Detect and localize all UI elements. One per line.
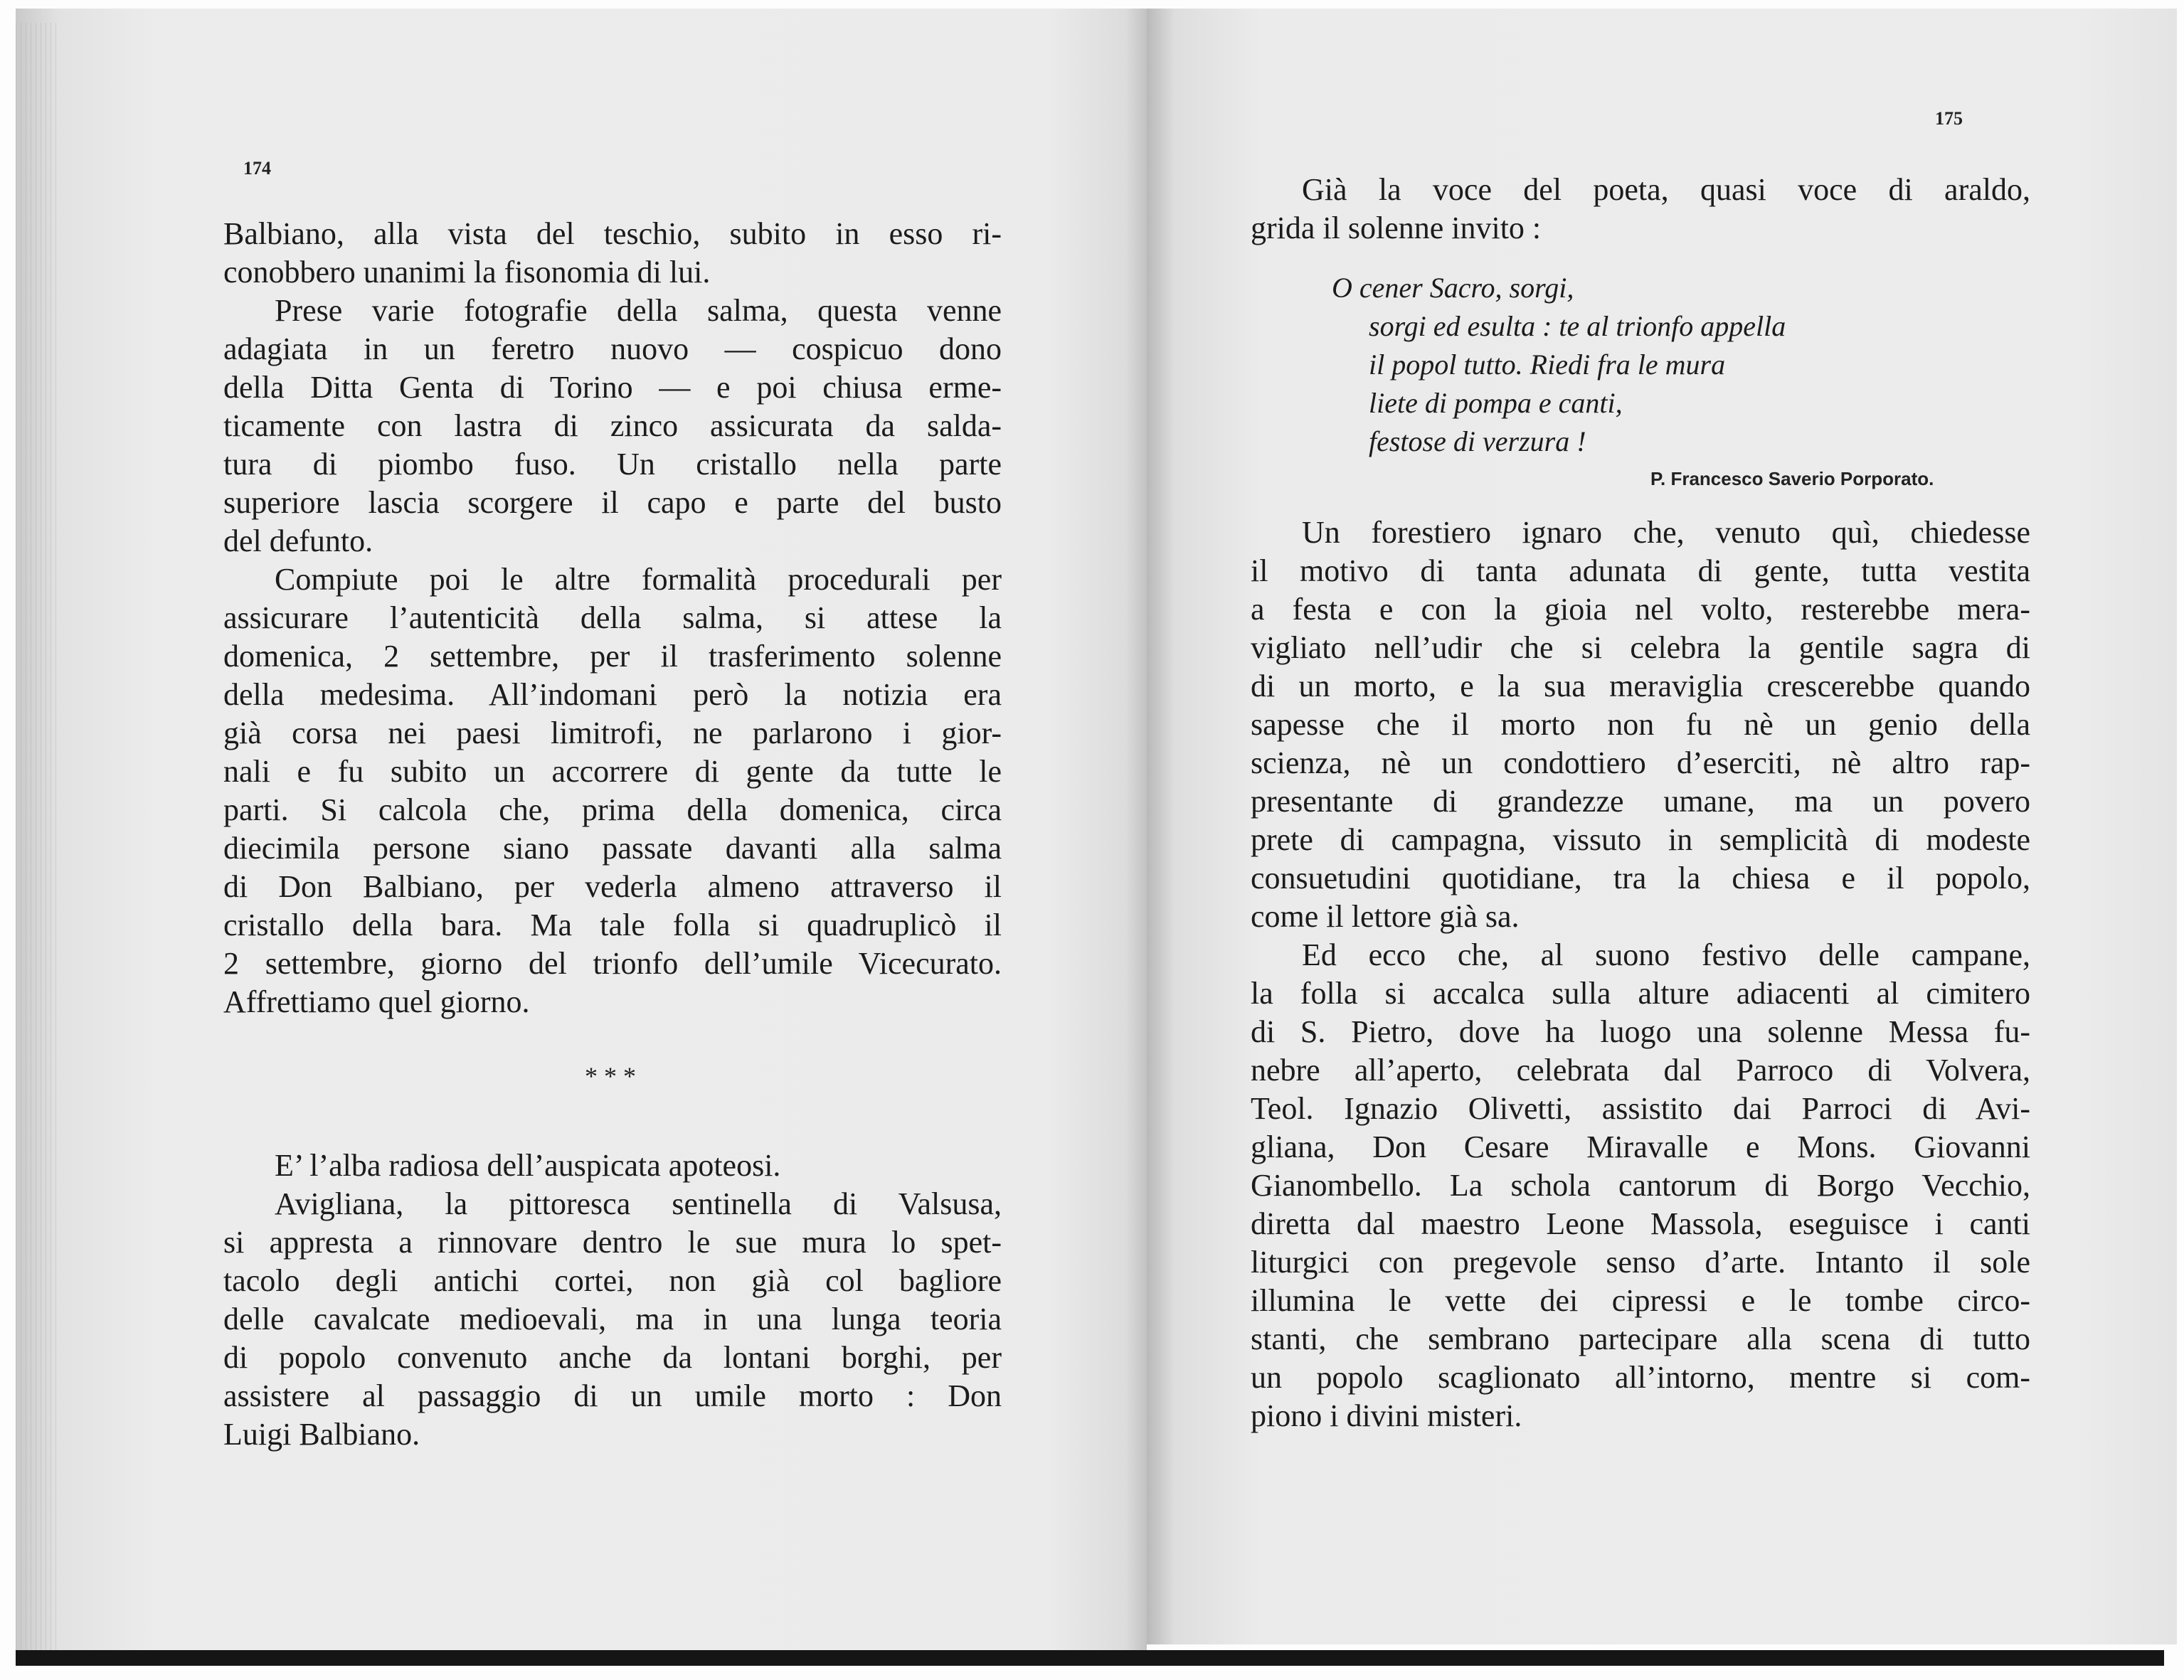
- text-line: la folla si accalca sulla alture adiacenti al cimitero: [1251, 976, 2030, 1011]
- right-page: [1147, 9, 2177, 1644]
- left-page: [16, 9, 1147, 1666]
- verse-line: festose di verzura !: [1369, 425, 1586, 457]
- quote-attribution: P. Francesco Saverio Porporato.: [1650, 468, 1934, 489]
- text-line: di Don Balbiano, per vederla almeno attraverso il: [223, 869, 1002, 904]
- text-line: assistere al passaggio di un umile morto : Don: [223, 1378, 1002, 1413]
- text-line: Avigliana, la pittoresca sentinella di Valsusa,: [275, 1186, 1002, 1221]
- text-line: nali e fu subito un accorrere di gente da tutte le: [223, 754, 1002, 789]
- text-line: superiore lascia scorgere il capo e parte del busto: [223, 485, 1002, 520]
- text-line: il motivo di tanta adunata di gente, tutta vestita: [1251, 553, 2030, 588]
- left-paragraph-1: [223, 215, 1002, 292]
- text-line: cristallo della bara. Ma tale folla si quadruplicò il: [223, 908, 1002, 942]
- text-line: vigliato nell’udir che si celebra la gentile sagra di: [1251, 630, 2030, 665]
- section-separator: * * *: [585, 1062, 636, 1090]
- text-line: ticamente con lastra di zinco assicurata da salda-: [223, 408, 1002, 443]
- text-line: Già la voce del poeta, quasi voce di araldo,: [1302, 172, 2030, 207]
- page-edges: [16, 23, 58, 1652]
- page-number-right: 175: [1935, 108, 1963, 129]
- text-line: a festa e con la gioia nel volto, resterebbe mera-: [1251, 592, 2030, 627]
- right-intro: [1251, 171, 2030, 248]
- text-line: Teol. Ignazio Olivetti, assistito dai Parroci di Avi-: [1251, 1091, 2030, 1126]
- text-line: illumina le vette dei cipressi e le tombe circo-: [1251, 1283, 2030, 1318]
- text-line: parti. Si calcola che, prima della domenica, circa: [223, 792, 1002, 827]
- text-line: Balbiano, alla vista del teschio, subito in esso ri-: [223, 216, 1002, 251]
- verse-line: sorgi ed esulta : te al trionfo appella: [1369, 310, 1786, 342]
- text-line: domenica, 2 settembre, per il trasferimento solenne: [223, 639, 1002, 674]
- text-line: consuetudini quotidiane, tra la chiesa e il popolo,: [1251, 861, 2030, 895]
- verse-line: liete di pompa e canti,: [1369, 387, 1623, 419]
- left-paragraph-3: [223, 560, 1002, 1021]
- text-line: E’ l’alba radiosa dell’auspicata apoteosi.: [275, 1148, 781, 1183]
- verse-line: il popol tutto. Riedi fra le mura: [1369, 349, 1726, 381]
- page-number-left: 174: [243, 158, 271, 179]
- right-paragraph-2: [1251, 936, 2030, 1435]
- verse-line: O cener Sacro, sorgi,: [1332, 272, 1574, 304]
- text-line: nebre all’aperto, celebrata dal Parroco di Volvera,: [1251, 1053, 2030, 1088]
- text-line: stanti, che sembrano partecipare alla scena di tutto: [1251, 1322, 2030, 1356]
- text-line: di un morto, e la sua meraviglia crescerebbe quando: [1251, 669, 2030, 703]
- text-line: Compiute poi le altre formalità procedurali per: [275, 562, 1002, 597]
- text-line: delle cavalcate medioevali, ma in una lunga teoria: [223, 1302, 1002, 1336]
- text-line: del defunto.: [223, 523, 373, 558]
- text-line: prete di campagna, vissuto in semplicità di modeste: [1251, 822, 2030, 857]
- text-line: piono i divini misteri.: [1251, 1398, 1522, 1433]
- text-line: di S. Pietro, dove ha luogo una solenne Messa fu-: [1251, 1014, 2030, 1049]
- text-line: 2 settembre, giorno del trionfo dell’umile Vicecurato.: [223, 946, 1002, 981]
- text-line: conobbero unanimi la fisonomia di lui.: [223, 255, 711, 289]
- text-line: sapesse che il morto non fu nè un genio della: [1251, 707, 2030, 742]
- poem-quote: [1332, 269, 1786, 461]
- text-line: Prese varie fotografie della salma, questa venne: [275, 293, 1002, 328]
- text-line: grida il solenne invito :: [1251, 211, 1542, 245]
- text-line: della medesima. All’indomani però la notizia era: [223, 677, 1002, 712]
- text-line: un popolo scaglionato all’intorno, mentre si com-: [1251, 1360, 2030, 1395]
- left-paragraph-4: [223, 1147, 1002, 1185]
- text-line: gliana, Don Cesare Miravalle e Mons. Giovanni: [1251, 1129, 2030, 1164]
- text-line: adagiata in un feretro nuovo — cospicuo dono: [223, 331, 1002, 366]
- text-line: tacolo degli antichi cortei, non già col bagliore: [223, 1263, 1002, 1298]
- text-line: assicurare l’autenticità della salma, si attese la: [223, 600, 1002, 635]
- left-paragraph-2: [223, 292, 1002, 560]
- book-bottom-shadow: [16, 1650, 2164, 1666]
- text-line: di popolo convenuto anche da lontani borghi, per: [223, 1340, 1002, 1375]
- right-paragraph-1: [1251, 514, 2030, 936]
- text-line: tura di piombo fuso. Un cristallo nella parte: [223, 447, 1002, 482]
- text-line: diecimila persone siano passate davanti alla salma: [223, 831, 1002, 866]
- text-line: presentante di grandezze umane, ma un povero: [1251, 784, 2030, 819]
- text-line: già corsa nei paesi limitrofi, ne parlarono i gior-: [223, 716, 1002, 750]
- text-line: Gianombello. La schola cantorum di Borgo Vecchio,: [1251, 1168, 2030, 1203]
- text-line: Luigi Balbiano.: [223, 1417, 420, 1452]
- left-paragraph-5: [223, 1185, 1002, 1454]
- text-line: liturgici con pregevole senso d’arte. Intanto il sole: [1251, 1245, 2030, 1280]
- text-line: Un forestiero ignaro che, venuto quì, chiedesse: [1302, 515, 2030, 550]
- text-line: si appresta a rinnovare dentro le sue mura lo spet-: [223, 1225, 1002, 1260]
- text-line: della Ditta Genta di Torino — e poi chiusa erme-: [223, 370, 1002, 405]
- text-line: Ed ecco che, al suono festivo delle campane,: [1302, 937, 2030, 972]
- text-line: come il lettore già sa.: [1251, 899, 1520, 934]
- text-line: scienza, nè un condottiero d’eserciti, nè altro rap-: [1251, 745, 2030, 780]
- text-line: diretta dal maestro Leone Massola, eseguisce i canti: [1251, 1206, 2030, 1241]
- text-line: Affrettiamo quel giorno.: [223, 984, 530, 1019]
